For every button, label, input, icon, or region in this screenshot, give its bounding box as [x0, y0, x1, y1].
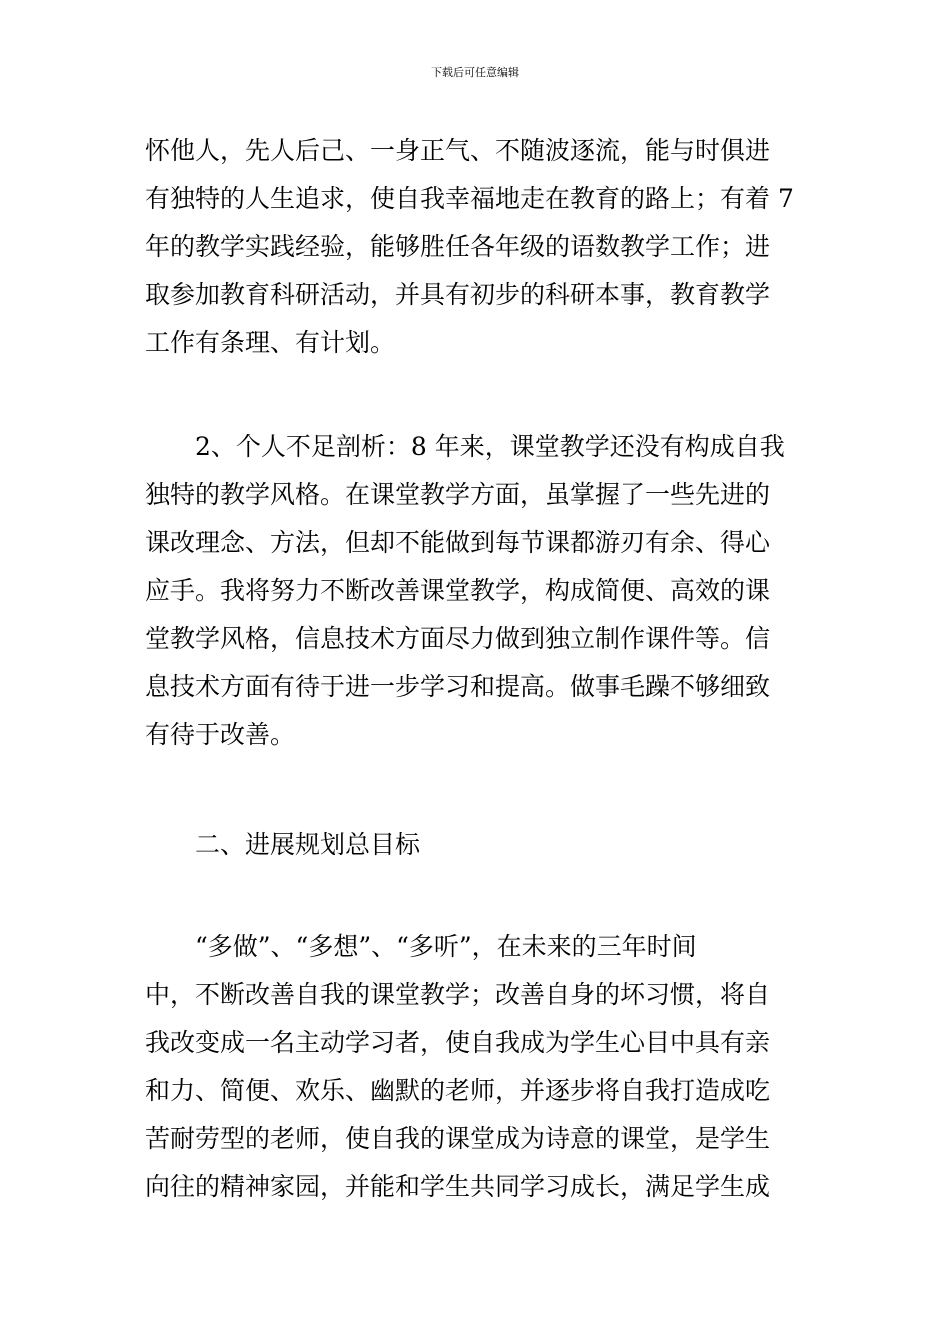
paragraph-line: 应手。我将努力不断改善课堂教学，构成简便、高效的课 [145, 576, 771, 605]
paragraph-line: 中，不断改善自我的课堂教学；改善自身的坏习惯，将自 [145, 980, 771, 1009]
header-note: 下载后可任意编辑 [431, 66, 519, 79]
paragraph-line: 堂教学风格，信息技术方面尽力做到独立制作课件等。信 [145, 624, 771, 653]
paragraph-line: 独特的教学风格。在课堂教学方面，虽掌握了一些先进的 [145, 480, 771, 509]
paragraph-line: 有独特的人生追求，使自我幸福地走在教育的路上；有着 7 [145, 184, 794, 213]
paragraph-line: 向往的精神家园，并能和学生共同学习成长，满足学生成 [145, 1172, 771, 1201]
paragraph-line: 工作有条理、有计划。 [145, 328, 396, 357]
paragraph-line: 2、个人不足剖析：8 年来，课堂教学还没有构成自我 [195, 432, 785, 461]
paragraph-line: 息技术方面有待于进一步学习和提高。做事毛躁不够细致 [145, 672, 771, 701]
paragraph-line: 苦耐劳型的老师，使自我的课堂成为诗意的课堂，是学生 [145, 1124, 771, 1153]
paragraph-line: 和力、简便、欢乐、幽默的老师，并逐步将自我打造成吃 [145, 1076, 771, 1105]
paragraph-line: 怀他人，先人后己、一身正气、不随波逐流，能与时俱进 [145, 136, 771, 165]
section-heading: 二、进展规划总目标 [195, 830, 421, 859]
paragraph-line: 年的教学实践经验，能够胜任各年级的语数教学工作；进 [145, 232, 771, 261]
paragraph-line: 课改理念、方法，但却不能做到每节课都游刃有余、得心 [145, 528, 771, 557]
paragraph-line: “多做”、“多想”、“多听”，在未来的三年时间 [195, 932, 697, 961]
paragraph-line: 取参加教育科研活动，并具有初步的科研本事，教育教学 [145, 280, 771, 309]
paragraph-line: 我改变成一名主动学习者，使自我成为学生心目中具有亲 [145, 1028, 771, 1057]
paragraph-line: 有待于改善。 [145, 720, 296, 749]
